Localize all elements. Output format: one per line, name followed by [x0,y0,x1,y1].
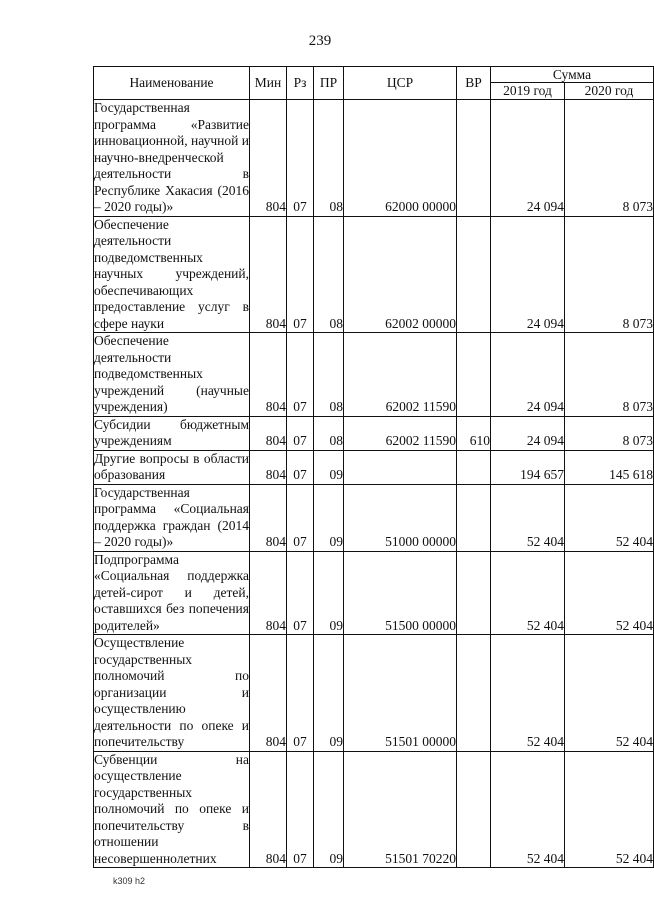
header-min: Мин [250,67,287,100]
cell-sum-2020: 8 073 [565,216,654,333]
cell-sum-2019: 24 094 [491,416,565,450]
cell-sum-2020: 8 073 [565,100,654,217]
cell-min: 804 [250,551,287,635]
cell-rz: 07 [287,450,314,484]
table-row [94,751,654,868]
cell-sum-2020: 145 618 [565,450,654,484]
cell-rz: 07 [287,551,314,635]
cell-pr: 08 [314,333,344,417]
table-row [94,484,654,551]
cell-pr: 09 [314,551,344,635]
table-body [94,100,654,868]
cell-min: 804 [250,751,287,868]
cell-name: Обеспечение деятельности подведомственных научных учреждений, обеспечивающих предоставление услуг в сфере науки [94,216,249,331]
cell-pr: 08 [314,100,344,217]
cell-csr: 62002 11590 [344,416,457,450]
page-number: 239 [308,33,332,49]
table-row [94,551,654,635]
table-row [94,416,654,450]
table-row [94,333,654,417]
cell-rz: 07 [287,635,314,752]
cell-min: 804 [250,416,287,450]
table-row [94,635,654,752]
header-vr: ВР [457,67,491,100]
header-rz: Рз [287,67,314,100]
cell-rz: 07 [287,100,314,217]
cell-vr [457,333,491,417]
header-sum: Сумма [491,67,654,83]
cell-name: Государственная программа «Развитие инновационной, научной и научно-внедренческой деятельности в Республике Хакасия (2016 – 2020 годы)» [94,100,249,214]
header-csr: ЦСР [344,67,457,100]
cell-sum-2019: 24 094 [491,333,565,417]
cell-vr [457,751,491,868]
cell-sum-2019: 24 094 [491,216,565,333]
cell-min: 804 [250,216,287,333]
cell-sum-2019: 52 404 [491,635,565,752]
cell-csr: 62002 11590 [344,333,457,417]
cell-csr: 51501 00000 [344,635,457,752]
cell-sum-2020: 52 404 [565,635,654,752]
cell-sum-2019: 24 094 [491,100,565,217]
cell-min: 804 [250,484,287,551]
table-row [94,100,654,217]
cell-vr [457,484,491,551]
cell-min: 804 [250,333,287,417]
cell-sum-2020: 8 073 [565,333,654,417]
cell-vr [457,635,491,752]
cell-pr: 09 [314,635,344,752]
table-row [94,450,654,484]
cell-sum-2019: 52 404 [491,484,565,551]
cell-name: Осуществление государственных полномочий по организации и осуществлению деятельности по опеке и попечительству [94,635,249,749]
cell-name: Подпрограмма «Социальная поддержка детей-сирот и детей, оставшихся без попечения родителей» [94,551,249,633]
cell-rz: 07 [287,484,314,551]
cell-pr: 09 [314,751,344,868]
cell-min: 804 [250,635,287,752]
cell-sum-2019: 52 404 [491,751,565,868]
footer-code: k309 h2 [113,876,146,886]
header-year-2019: 2019 год [491,83,565,100]
cell-sum-2020: 52 404 [565,751,654,868]
cell-pr: 09 [314,450,344,484]
cell-csr: 62000 00000 [344,100,457,217]
cell-sum-2020: 52 404 [565,484,654,551]
cell-sum-2020: 52 404 [565,551,654,635]
cell-rz: 07 [287,216,314,333]
cell-sum-2019: 194 657 [491,450,565,484]
cell-pr: 09 [314,484,344,551]
cell-min: 804 [250,450,287,484]
cell-sum-2019: 52 404 [491,551,565,635]
cell-rz: 07 [287,333,314,417]
cell-rz: 07 [287,751,314,868]
cell-csr: 51500 00000 [344,551,457,635]
cell-vr [457,100,491,217]
cell-vr: 610 [457,416,491,450]
cell-vr [457,216,491,333]
cell-pr: 08 [314,216,344,333]
cell-name: Государственная программа «Социальная поддержка граждан (2014 – 2020 годы)» [94,484,249,549]
cell-csr: 62002 00000 [344,216,457,333]
cell-name: Обеспечение деятельности подведомственных учреждений (научные учреждения) [94,333,249,414]
cell-csr: 51000 00000 [344,484,457,551]
budget-table [93,66,654,868]
header-name: Наименование [94,67,250,100]
header-year-2020: 2020 год [565,83,654,100]
cell-csr: 51501 70220 [344,751,457,868]
cell-vr [457,450,491,484]
cell-name: Другие вопросы в области образования [94,450,249,482]
table-row [94,216,654,333]
cell-pr: 08 [314,416,344,450]
cell-sum-2020: 8 073 [565,416,654,450]
cell-name: Субвенции на осуществление государственных полномочий по опеке и попечительству в отношении несовершеннолетних [94,751,249,866]
cell-csr [344,450,457,484]
budget-table-container [93,66,654,868]
cell-min: 804 [250,100,287,217]
cell-name: Субсидии бюджетным учреждениям [94,416,249,448]
header-pr: ПР [314,67,344,100]
cell-vr [457,551,491,635]
cell-rz: 07 [287,416,314,450]
